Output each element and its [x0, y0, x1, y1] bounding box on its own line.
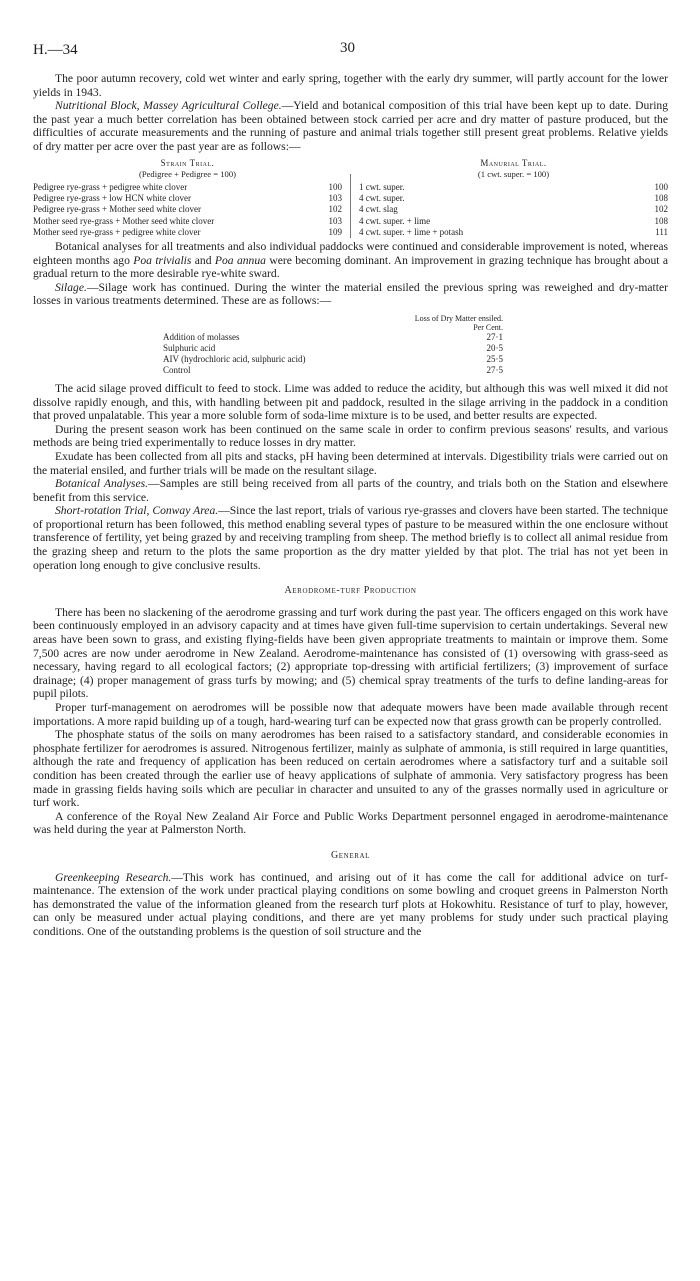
table-row [163, 354, 503, 365]
table-caption: Manurial Trial. [480, 157, 547, 168]
trial-tables [33, 158, 668, 238]
paragraph-text: —Silage work has continued. During the winter the material ensiled the previous spring was reweighed and dry-matter losses in various treatments determined. These are as follows:— [33, 280, 668, 308]
row-value: 27·5 [486, 364, 503, 375]
column-divider [350, 174, 351, 238]
table-row [359, 227, 668, 238]
table-row [33, 193, 342, 204]
table-row [359, 193, 668, 204]
table-header: Loss of Dry Matter ensiled. [414, 313, 503, 323]
row-label: Control [163, 364, 191, 375]
row-label: 4 cwt. super. + lime [359, 215, 431, 226]
paragraph: The phosphate status of the soils on many aerodromes has been raised to a satisfactory standard, and considerable economies in phosphate fertilizer for aerodromes is assured. Nitrogenous fertilizer, mainly as sulphate of ammonia, is still required in large quantities, although the rate and frequency of application has been reduced on certain aerodromes where a satisfactory turf and a suitable soil condition has been created through the earlier use of heavy applications of sulphate of ammonia. Very satisfactory progress has been made in grassing fields having soils which are peculiar in character and unsuited to any of the grasses normally used in agriculture or turf work. [33, 728, 668, 810]
paragraph [33, 240, 668, 281]
row-value: 100 [654, 181, 668, 192]
row-label: Pedigree rye-grass + pedigree white clover [33, 181, 188, 192]
paragraph [33, 477, 668, 504]
row-value: 25·5 [486, 353, 503, 364]
table-row [33, 227, 342, 238]
paragraph: Exudate has been collected from all pits and stacks, pH having been determined at intervals. Digestibility trials were carried out on the material ensiled, and further trials will be made on the resultant silage. [33, 449, 668, 477]
section-heading-aerodrome: Aerodrome-turf Production [284, 585, 417, 597]
paragraph: The acid silage proved difficult to feed to stock. Lime was added to reduce the acidity, but although this was well mixed it did not dissolve rapidly enough, and this, with handling between pit and paddock, resulted in the silage arriving in the paddock in a condition that proved unpalatable. This year a more soluble form of soda-lime mixture is to be used, and better results are expected. [33, 381, 668, 423]
paragraph-text: —This work has continued, and arising out of it has come the call for additional advice on turf-maintenance. The extension of the work under practical playing conditions on some bowling and croquet greens in Palmerston North has demonstrated the value of the information gleaned from the research turf plots at Hokowhitu. Resistance of turf to play, however, can only be measured under actual playing conditions, and there are yet many problems for study under such practical playing conditions. One of the outstanding problems is the question of soil structure and the [33, 870, 668, 938]
row-label: AIV (hydrochloric acid, sulphuric acid) [163, 353, 306, 364]
row-value: 103 [328, 215, 342, 226]
italic-run: Greenkeeping Research. [55, 870, 172, 884]
row-value: 27·1 [486, 331, 503, 342]
paragraph: Proper turf-management on aerodromes will be possible now that adequate mowers have been made available through recent importations. A more rapid building up of a tough, hard-wearing turf can be expected now that grass growth can be properly controlled. [33, 701, 668, 728]
paragraph: A conference of the Royal New Zealand Air Force and Public Works Department personnel engaged in aerodrome-maintenance was held during the year at Palmerston North. [33, 809, 668, 837]
italic-run: Nutritional Block, Massey Agricultural College. [55, 99, 282, 113]
table-row [359, 182, 668, 193]
italic-run: Poa trivialis [133, 253, 192, 267]
report-code: H.—34 [33, 42, 78, 58]
table-header-unit: Per Cent. [473, 322, 503, 332]
italic-run: Poa annua [214, 253, 266, 267]
table-subcaption: (Pedigree + Pedigree = 100) [138, 168, 237, 179]
row-value: 20·5 [486, 342, 503, 353]
row-label: Pedigree rye-grass + low HCN white clover [33, 193, 192, 204]
row-label: Pedigree rye-grass + Mother seed white clover [33, 204, 202, 215]
strain-trial-table [33, 158, 342, 238]
table-row [163, 365, 503, 376]
row-value: 108 [654, 215, 668, 226]
paragraph-text: —Samples are still being received from all parts of the country, and trials both on the Station and elsewhere benefit from this service. [33, 477, 668, 504]
table-row [359, 216, 668, 227]
italic-run: Botanical Analyses. [55, 477, 148, 491]
section-heading-general: General [330, 849, 371, 861]
paragraph: During the present season work has been continued on the same scale in order to confirm previous seasons' results, and various methods are being tried experimentally to reduce losses in dry matter. [33, 422, 668, 450]
row-value: 108 [654, 193, 668, 204]
paragraph-text: —Since the last report, trials of various rye-grasses and clovers have been started. The technique of proportional return has been followed, this method enabling several types of pasture to be measured within the one enclosure without transference of fertility, yet being grazed by and receiving trampling from sheep. The method briefly is to collect all animal residue from the grazing sheep and return to the plots the same proportion as the dry matter yielded by that plot. The trial has not yet been in operation long enough to give conclusive results. [33, 504, 668, 572]
manurial-trial-table [359, 158, 668, 238]
row-value: 109 [328, 226, 342, 237]
italic-run: Silage. [55, 280, 87, 294]
row-label: 4 cwt. slag [359, 204, 398, 215]
row-value: 103 [328, 193, 342, 204]
row-value: 102 [328, 204, 342, 215]
row-label: 4 cwt. super. + lime + potash [359, 226, 464, 237]
table-row [33, 216, 342, 227]
page-number: 30 [340, 40, 355, 56]
paragraph-text: —Yield and botanical composition of this trial have been kept up to date. During the past year a much better correlation has been obtained between stock carried per acre and dry matter of pasture produced, but the difficulties of accurate measurements and the running of pasture and animal trials together still present great problems. Relative yields of dry matter per acre over the past year are as follows:— [33, 99, 669, 153]
row-value: 111 [655, 226, 668, 237]
row-label: Addition of molasses [163, 331, 240, 342]
row-label: 4 cwt. super. [359, 193, 405, 204]
paragraph: The poor autumn recovery, cold wet winter and early spring, together with the early dry summer, will partly account for the lower yields in 1943. [33, 72, 668, 99]
row-label: Mother seed rye-grass + Mother seed white clover [33, 215, 215, 226]
table-row [33, 204, 342, 215]
paragraph [33, 99, 668, 153]
paragraph-text: were becoming dominant. An improvement in grazing technique has brought about a gradual return to the more desirable rye-white sward. [33, 253, 668, 281]
table-row [33, 182, 342, 193]
table-subcaption: (1 cwt. super. = 100) [477, 168, 550, 179]
row-value: 100 [328, 181, 342, 192]
paragraph-text: and [191, 253, 215, 267]
table-caption: Strain Trial. [160, 157, 215, 168]
row-label: Sulphuric acid [163, 342, 216, 353]
silage-loss-table [163, 314, 503, 376]
table-row [359, 204, 668, 215]
row-label: Mother seed rye-grass + pedigree white clover [33, 226, 201, 237]
table-row [163, 343, 503, 354]
table-row [163, 332, 503, 343]
italic-run: Short-rotation Trial, Conway Area. [55, 504, 219, 518]
paragraph: There has been no slackening of the aerodrome grassing and turf work during the past year. The officers engaged on this work have been continuously employed in an advisory capacity and at times have given full-time supervision to certain undertakings. Several new areas have been sown to grass, and existing flying-fields have been given appropriate treatments to maintain or improve them. Some 7,500 acres are now under aerodrome in New Zealand. Aerodrome-maintenance has consisted of (1) oversowing with grass-seed as necessary, having regard to all ecological factors; (2) appropriate top-dressing with artificial fertilizers; (3) improvement of surface drainage; (4) proper management of grass turfs by mowing; and (5) chemical spray treatments of the turfs to define landing-areas for pupil pilots. [33, 605, 668, 701]
row-value: 102 [654, 204, 668, 215]
paragraph-text: Botanical analyses for all treatments and also individual paddocks were continued and considerable improvement is noted, whereas eighteen months ago [33, 239, 668, 267]
paragraph [33, 281, 668, 308]
paragraph [33, 504, 668, 572]
row-label: 1 cwt. super. [359, 181, 405, 192]
paragraph [33, 871, 668, 939]
body-text [33, 72, 668, 939]
